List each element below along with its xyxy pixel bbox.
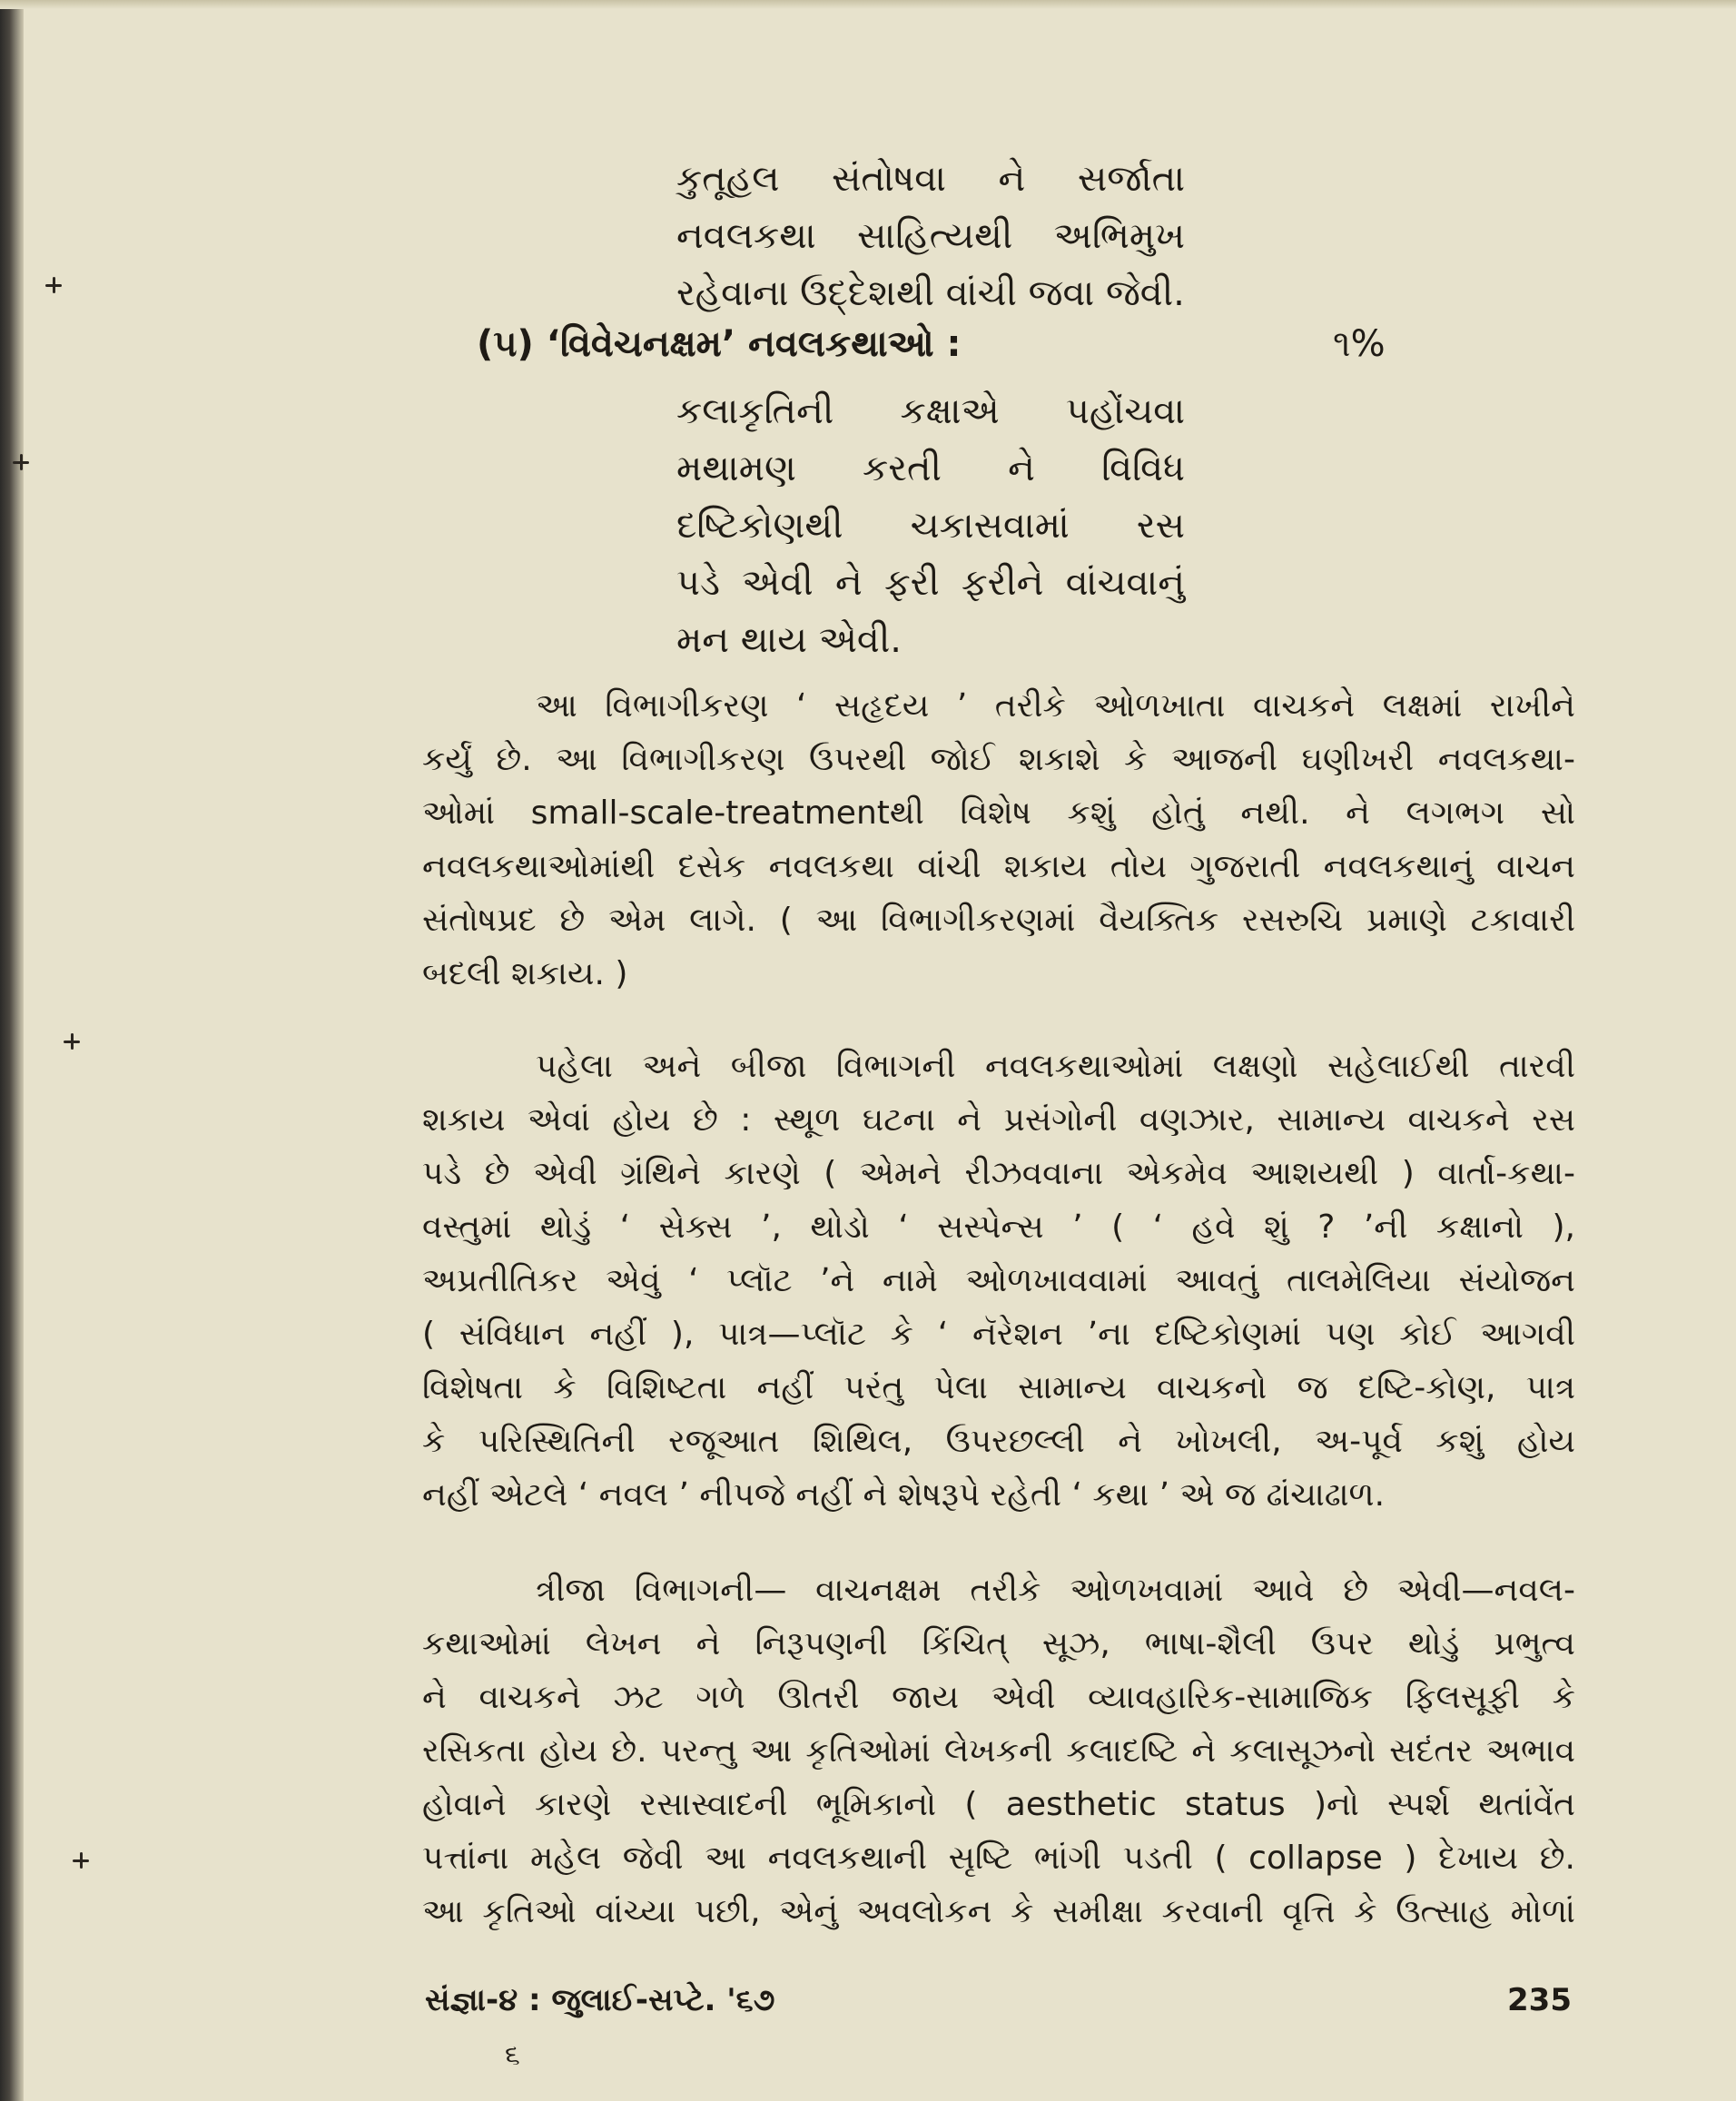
page-number: 235: [1507, 1982, 1572, 2018]
page-top-edge: [0, 0, 1736, 9]
verse-line: નવલકથા સાહિત્યથી અભિમુખ: [676, 215, 1185, 257]
paragraph-line: નવલકથાઓમાંથી દસેક નવલકથા વાંચી શકાય તોય ગુજરાતી નવલકથાનું વાચન: [422, 848, 1575, 885]
paragraph-line: કર્યું છે. આ વિભાગીકરણ ઉપરથી જોઈ શકાશે કે આજની ઘણીખરી નવલકથા-: [422, 741, 1575, 778]
paragraph-line: આ વિભાગીકરણ ‘ સહૃદય ’ તરીકે ઓળખાતા વાચકને લક્ષમાં રાખીને: [536, 687, 1575, 725]
paragraph-line: ને વાચકને ઝટ ગળે ઊતરી જાય એવી વ્યાવહારિક-સામાજિક ફિલસૂફી કે: [422, 1679, 1575, 1716]
punch-mark: [13, 454, 22, 470]
paragraph-line: નહીં એટલે ‘ નવલ ’ નીપજે નહીં ને શેષરૂપે રહેતી ‘ કથા ’ એ જ ઢાંચાઢાળ.: [422, 1476, 1386, 1514]
paragraph-line: હોવાને કારણે રસાસ્વાદની ભૂમિકાનો ( aesthetic status )નો સ્પર્શ થતાંવેંત: [422, 1786, 1575, 1823]
paragraph-line: પડે છે એવી ગ્રંથિને કારણે ( એમને રીઝવવાના એકમેવ આશયથી ) વાર્તા-કથા-: [422, 1155, 1575, 1192]
description-line: મથામણ કરતી ને વિવિધ: [676, 448, 1185, 489]
punch-mark: [64, 1033, 80, 1050]
signature-mark: ૬: [505, 2039, 520, 2071]
description-line: પડે એવી ને ફરી ફરીને વાંચવાનું: [676, 562, 1185, 604]
section-description: [676, 383, 1185, 669]
paragraph-line: વિશેષતા કે વિશિષ્ટતા નહીં પરંતુ પેલા સામાન્ય વાચકનો જ દષ્ટિ-કોણ, પાત્ર: [422, 1369, 1575, 1406]
paragraph-line: શકાય એવાં હોય છે : સ્થૂળ ઘટના ને પ્રસંગોની વણઝાર, સામાન્ય વાચકને રસ: [422, 1101, 1575, 1139]
paragraph-line: વસ્તુમાં થોડું ‘ સેક્સ ’, થોડો ‘ સસ્પેન્સ ’ ( ‘ હવે શું ? ’ની કક્ષાનો ),: [422, 1208, 1575, 1246]
paragraph-3: [422, 1563, 1575, 1938]
section-percent: ૧%: [1333, 323, 1386, 365]
paragraph-line: ( સંવિધાન નહીં ), પાત્ર—પ્લૉટ કે ‘ નૅરેશન ’ના દષ્ટિકોણમાં પણ કોઈ આગવી: [422, 1316, 1575, 1353]
paragraph-line: પત્તાંના મહેલ જેવી આ નવલકથાની સૃષ્ટિ ભાંગી પડતી ( collapse ) દેખાય છે.: [422, 1840, 1575, 1877]
journal-footer: સંજ્ઞા-૪ : જુલાઈ-સપ્ટે. '૬૭: [425, 1982, 775, 2018]
paragraph-line: બદલી શકાય. ): [422, 955, 628, 992]
paragraph-line: ઓમાં small-scale-treatmentથી વિશેષ કશું હોતું નથી. ને લગભગ સો: [422, 794, 1575, 832]
paragraph-line: પહેલા અને બીજા વિભાગની નવલકથાઓમાં લક્ષણો સહેલાઈથી તારવી: [536, 1048, 1575, 1085]
paragraph-line: કે પરિસ્થિતિની રજૂઆત શિથિલ, ઉપરછલ્લી ને ખોખલી, અ-પૂર્વ કશું હોય: [422, 1423, 1575, 1460]
paragraph-line: અપ્રતીતિકર એવું ‘ પ્લૉટ ’ને નામે ઓળખાવવામાં આવતું તાલમેલિયા સંયોજન: [422, 1262, 1575, 1299]
section-heading: (૫) ‘વિવેચનક્ષમ’ નવલકથાઓ :: [477, 323, 962, 365]
verse-line: કુતૂહલ સંતોષવા ને સર્જાતા: [676, 158, 1185, 200]
page-binding-edge: [0, 0, 24, 2101]
description-line: કલાકૃતિની કક્ષાએ પહોંચવા: [676, 390, 1185, 432]
verse-block-top: [676, 151, 1185, 322]
paragraph-line: સંતોષપ્રદ છે એમ લાગે. ( આ વિભાગીકરણમાં વૈયક્તિક રસરુચિ પ્રમાણે ટકાવારી: [422, 902, 1575, 939]
paragraph-2: [422, 1040, 1575, 1522]
description-line: મન થાય એવી.: [676, 619, 902, 661]
paragraph-line: કથાઓમાં લેખન ને નિરૂપણની કિંચિત્ સૂઝ, ભાષા-શૈલી ઉપર થોડું પ્રભુત્વ: [422, 1625, 1575, 1662]
paragraph-line: આ કૃતિઓ વાંચ્યા પછી, એનું અવલોકન કે સમીક્ષા કરવાની વૃત્તિ કે ઉત્સાહ મોળાં: [422, 1893, 1575, 1930]
paragraph-line: રસિકતા હોય છે. પરન્તુ આ કૃતિઓમાં લેખકની કલાદષ્ટિ ને કલાસૂઝનો સદંતર અભાવ: [422, 1732, 1575, 1770]
punch-mark: [45, 277, 62, 293]
paragraph-1: [422, 679, 1575, 1001]
verse-line: રહેવાના ઉદ્દેશથી વાંચી જવા જેવી.: [676, 272, 1185, 314]
description-line: દષ્ટિકોણથી ચકાસવામાં રસ: [676, 505, 1185, 547]
punch-mark: [73, 1852, 89, 1869]
paragraph-line: ત્રીજા વિભાગની— વાચનક્ષમ તરીકે ઓળખવામાં આવે છે એવી—નવલ-: [536, 1572, 1575, 1609]
